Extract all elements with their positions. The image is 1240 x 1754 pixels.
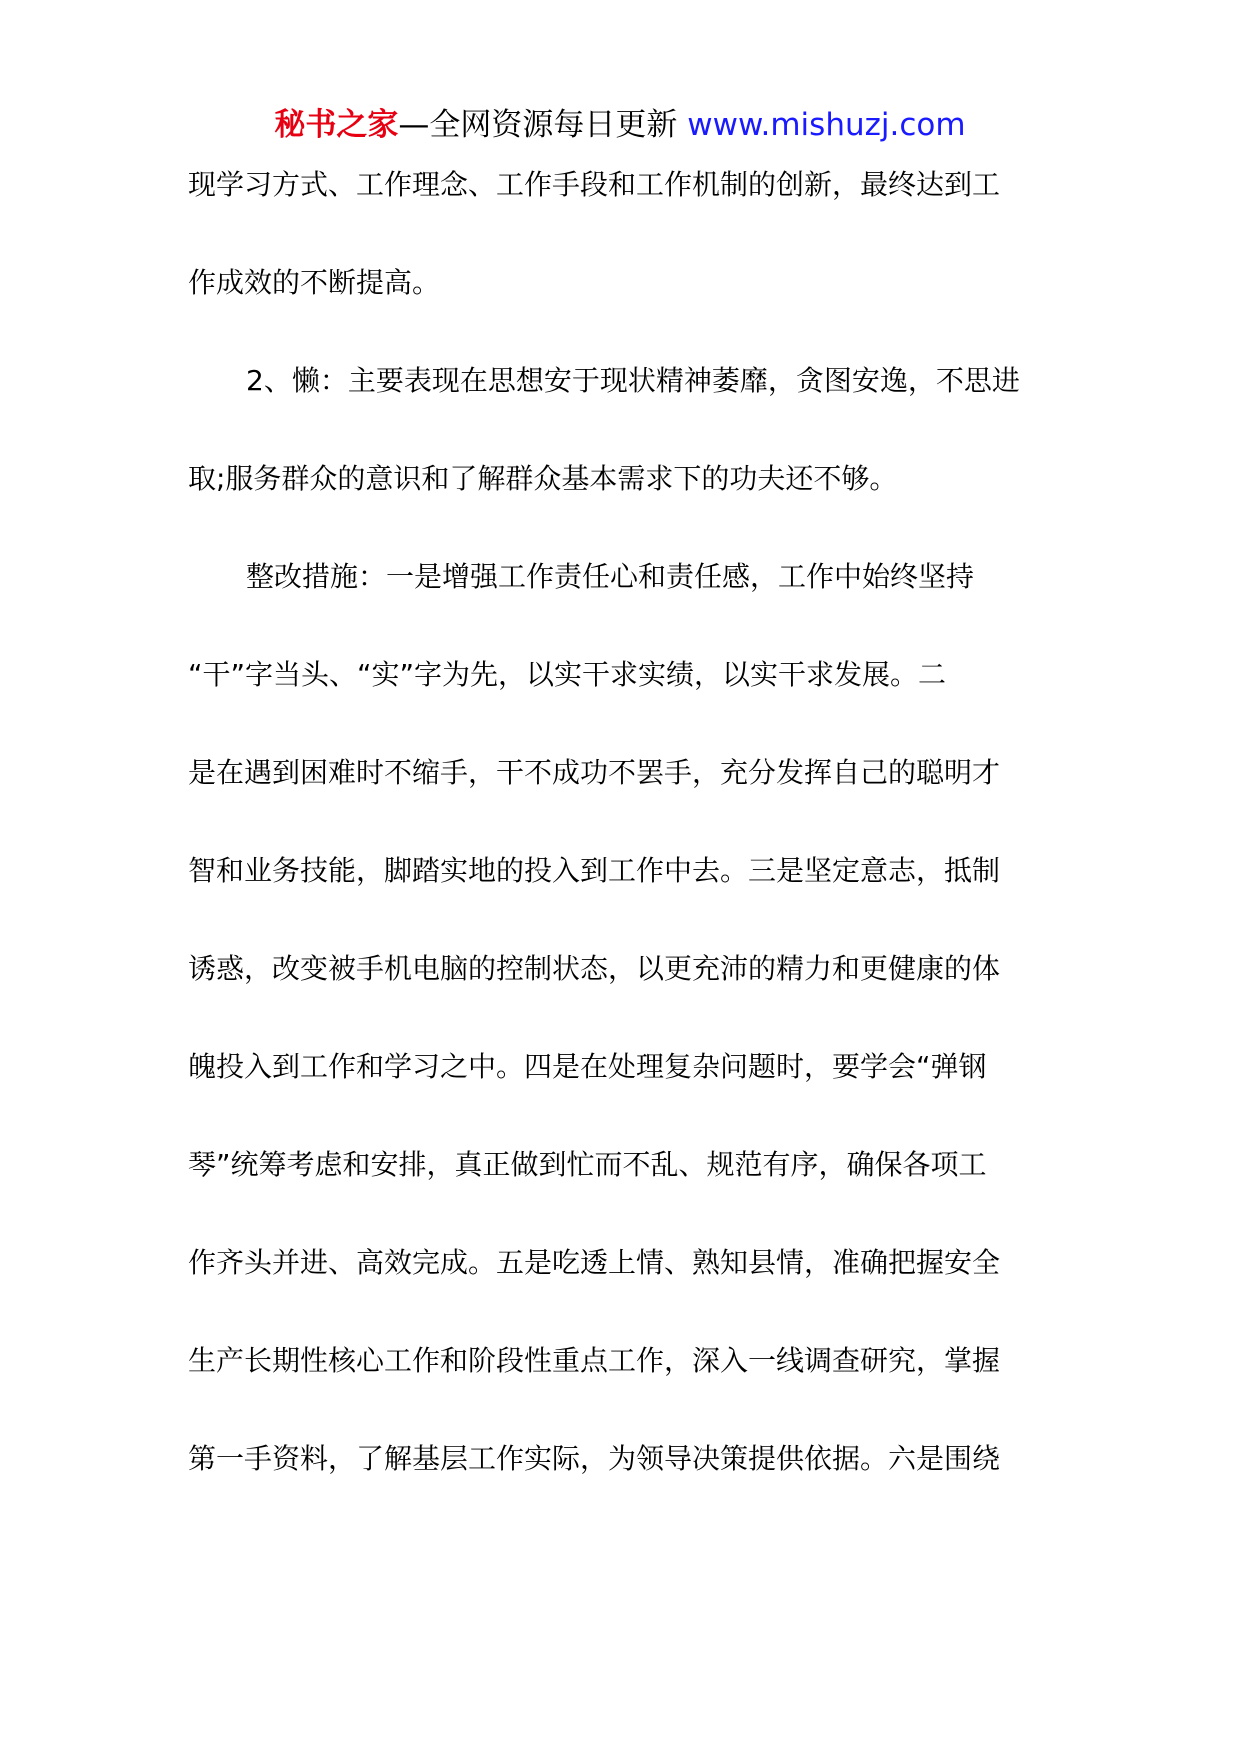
body-line: 取;服务群众的意识和了解群众基本需求下的功夫还不够。 (188, 462, 898, 495)
page-header (0, 100, 1240, 150)
body-line: 魄投入到工作和学习之中。四是在处理复杂问题时，要学会“弹钢 (188, 1050, 987, 1083)
body-line: 整改措施：一是增强工作责任心和责任感，工作中始终坚持 (246, 560, 975, 593)
body-line: 现学习方式、工作理念、工作手段和工作机制的创新，最终达到工 (188, 168, 1001, 201)
header-tagline: —全网资源每日更新 (398, 107, 688, 143)
body-line: 作齐头并进、高效完成。五是吃透上情、熟知县情，准确把握安全 (188, 1246, 1001, 1279)
body-line: 智和业务技能，脚踏实地的投入到工作中去。三是坚定意志，抵制 (188, 854, 1001, 887)
body-line: 作成效的不断提高。 (188, 266, 441, 299)
body-line: 是在遇到困难时不缩手，干不成功不罢手，充分发挥自己的聪明才 (188, 756, 1001, 789)
document-body (188, 165, 1068, 1537)
body-line: “干”字当头、“实”字为先，以实干求实绩，以实干求发展。二 (188, 658, 947, 691)
body-line: 第一手资料，了解基层工作实际，为领导决策提供依据。六是围绕 (188, 1442, 1001, 1475)
brand-name: 秘书之家 (274, 107, 399, 143)
body-line: 诱惑，改变被手机电脑的控制状态，以更充沛的精力和更健康的体 (188, 952, 1001, 985)
body-line: 生产长期性核心工作和阶段性重点工作，深入一线调查研究，掌握 (188, 1344, 1001, 1377)
body-line: 2、懒：主要表现在思想安于现状精神萎靡，贪图安逸，不思进 (246, 364, 1020, 397)
header-url-link[interactable]: www.mishuzj.com (687, 107, 966, 143)
body-line: 琴”统筹考虑和安排，真正做到忙而不乱、规范有序，确保各项工 (188, 1148, 987, 1181)
